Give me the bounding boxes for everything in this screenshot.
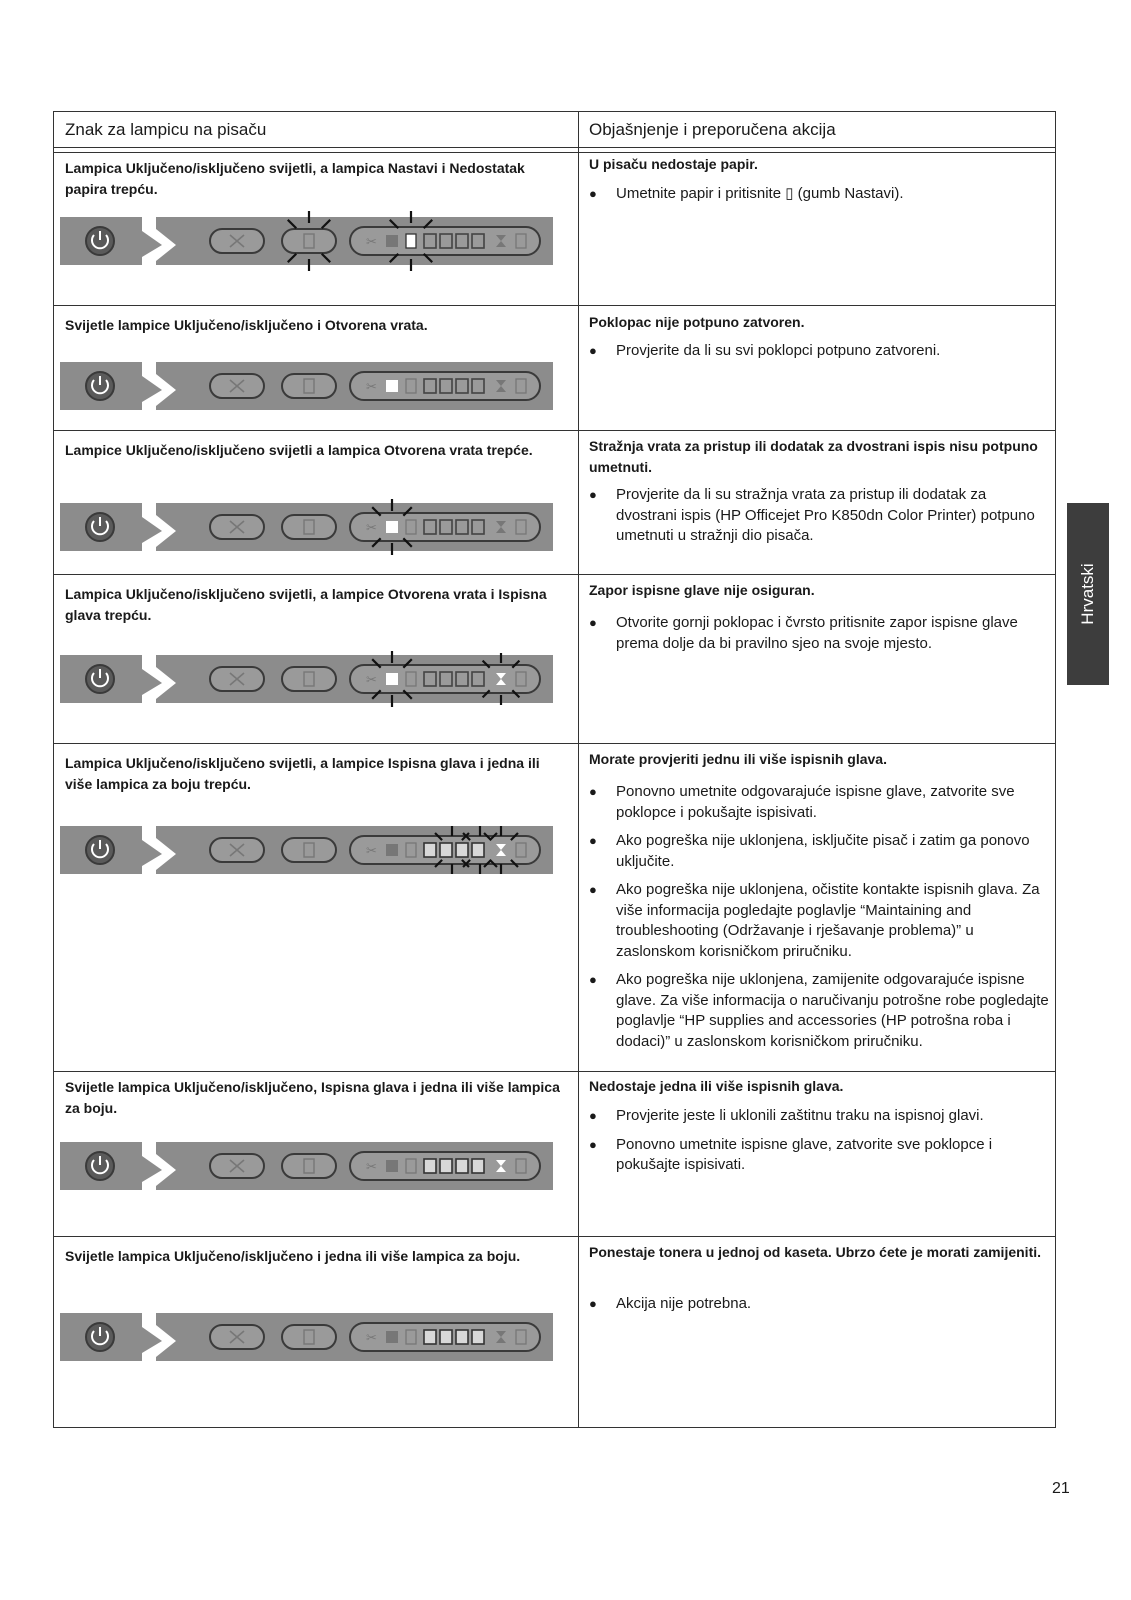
table-row (54, 575, 1055, 743)
led-status-table (53, 111, 1056, 1428)
table-row (54, 744, 1055, 1071)
cable-icon: ✂ (366, 235, 377, 250)
status-lights (350, 372, 540, 400)
list-item: ● Provjerite da li su stražnja vrata za pristup ili dodatak za dvostrani ispis (HP Officejet Pro K850dn Color Printer) potpuno umetnuti u stražnji dio pisača. (589, 485, 1049, 547)
door-icon (386, 844, 398, 856)
control-panel-figure (60, 1301, 553, 1373)
control-panel-svg (60, 643, 553, 715)
resume-icon (282, 838, 336, 862)
explanation-title: Nedostaje jedna ili više ispisnih glava. (589, 1078, 844, 1094)
list-item: ● Akcija nije potrebna. (589, 1294, 1049, 1315)
explanation-title: U pisaču nedostaje papir. (589, 156, 758, 172)
status-lights (350, 665, 540, 693)
ink-cartridge-icon (472, 1330, 484, 1344)
ink-cartridge-icon (440, 843, 452, 857)
language-tab-label: Hrvatski (1078, 563, 1097, 625)
action-list (589, 485, 1049, 555)
table-row (54, 431, 1055, 574)
list-item: ● Ako pogreška nije uklonjena, očistite kontakte ispisnih glava. Za više informacija pogledajte poglavlje “Maintaining and troubleshooting (Održavanje i rješavanje problema)” u zaslonskom korisničkom priručniku. (589, 880, 1049, 962)
ink-cartridge-icon (424, 1330, 436, 1344)
condition-text: Svijetle lampice Uključeno/isključeno i Otvorena vrata. (65, 317, 428, 333)
table-row (54, 1072, 1055, 1236)
resume-icon (282, 667, 336, 691)
table-row (54, 153, 1055, 305)
resume-icon (282, 1154, 336, 1178)
ink-cartridge-icon (472, 843, 484, 857)
cable-icon: ✂ (366, 1160, 377, 1175)
explanation-title: Morate provjeriti jednu ili više ispisnih glava. (589, 751, 887, 767)
paper-icon (406, 234, 416, 248)
condition-text: Lampica Uključeno/isključeno svijetli, a lampice Otvorena vrata i Ispisna glava trepću. (65, 586, 547, 623)
table-row (54, 1237, 1055, 1428)
header-right: Objašnjenje i preporučena akcija (589, 120, 836, 139)
ink-cartridge-icon (456, 1330, 468, 1344)
cable-icon: ✂ (366, 1331, 377, 1346)
page-number: 21 (1052, 1480, 1070, 1497)
resume-icon (282, 1325, 336, 1349)
resume-icon (282, 515, 336, 539)
control-panel-svg (60, 491, 553, 563)
explanation-title: Poklopac nije potpuno zatvoren. (589, 314, 805, 330)
list-item: ● Ponovno umetnite ispisne glave, zatvorite sve poklopce i pokušajte ispisivati. (589, 1135, 1049, 1176)
action-list (589, 184, 1049, 213)
ink-cartridge-icon (440, 1159, 452, 1173)
control-panel-svg (60, 1301, 553, 1373)
action-list (589, 782, 1049, 1060)
action-list (589, 1294, 1049, 1323)
door-icon (386, 521, 398, 533)
control-panel-figure (60, 205, 553, 277)
door-icon (386, 673, 398, 685)
control-panel-figure (60, 350, 553, 422)
resume-icon (282, 374, 336, 398)
door-icon (386, 1160, 398, 1172)
table-row (54, 306, 1055, 430)
control-panel-figure (60, 1130, 553, 1202)
condition-text: Svijetle lampica Uključeno/isključeno i jedna ili više lampica za boju. (65, 1248, 521, 1264)
control-panel-figure (60, 643, 553, 715)
explanation-title: Stražnja vrata za pristup ili dodatak za dvostrani ispis nisu potpuno umetnuti. (589, 438, 1038, 475)
ink-cartridge-icon (424, 843, 436, 857)
ink-cartridge-icon (472, 1159, 484, 1173)
control-panel-figure (60, 814, 553, 886)
list-item: ● Provjerite jeste li uklonili zaštitnu traku na ispisnoj glavi. (589, 1106, 1049, 1127)
door-icon (386, 380, 398, 392)
ink-cartridge-icon (424, 1159, 436, 1173)
list-item: ● Ako pogreška nije uklonjena, isključite pisač i zatim ga ponovo uključite. (589, 831, 1049, 872)
cable-icon: ✂ (366, 380, 377, 395)
condition-text: Lampica Uključeno/isključeno svijetli, a lampice Ispisna glava i jedna ili više lampica za boju trepću. (65, 755, 540, 792)
door-icon (386, 235, 398, 247)
action-list (589, 613, 1049, 662)
control-panel-svg (60, 205, 553, 277)
condition-text: Svijetle lampica Uključeno/isključeno, Ispisna glava i jedna ili više lampica za boju. (65, 1079, 560, 1116)
ink-cartridge-icon (456, 1159, 468, 1173)
condition-text: Lampica Uključeno/isključeno svijetli, a lampica Nastavi i Nedostatak papira trepću. (65, 160, 525, 197)
action-list (589, 1106, 1049, 1184)
control-panel-svg (60, 814, 553, 886)
cable-icon: ✂ (366, 673, 377, 688)
ink-cartridge-icon (440, 1330, 452, 1344)
language-tab (1067, 503, 1109, 685)
table-header (54, 112, 1055, 148)
list-item: ● Ako pogreška nije uklonjena, zamijenite odgovarajuće ispisne glave. Za više informacija o naručivanju potrošne robe pogledajte poglavlje “HP supplies and accessories (HP potrošna roba i dodaci)” u zaslonskom korisničkom priručniku. (589, 970, 1049, 1052)
control-panel-svg (60, 1130, 553, 1202)
resume-icon (282, 229, 336, 253)
status-lights (350, 513, 540, 541)
list-item: ● Umetnite papir i pritisnite ▯ (gumb Nastavi). (589, 184, 1049, 205)
door-icon (386, 1331, 398, 1343)
list-item: ● Otvorite gornji poklopac i čvrsto pritisnite zapor ispisne glave prema dolje da bi pravilno sjeo na svoje mjesto. (589, 613, 1049, 654)
condition-text: Lampice Uključeno/isključeno svijetli a lampica Otvorena vrata trepće. (65, 442, 533, 458)
explanation-title: Ponestaje tonera u jednoj od kaseta. Ubrzo ćete je morati zamijeniti. (589, 1244, 1042, 1260)
cable-icon: ✂ (366, 844, 377, 859)
list-item: ● Ponovno umetnite odgovarajuće ispisne glave, zatvorite sve poklopce i pokušajte ispisivati. (589, 782, 1049, 823)
header-left: Znak za lampicu na pisaču (65, 120, 267, 139)
cable-icon: ✂ (366, 521, 377, 536)
list-item: ● Provjerite da li su svi poklopci potpuno zatvoreni. (589, 341, 1049, 362)
status-lights (350, 227, 540, 255)
ink-cartridge-icon (456, 843, 468, 857)
action-list (589, 341, 1049, 370)
explanation-title: Zapor ispisne glave nije osiguran. (589, 582, 815, 598)
control-panel-svg (60, 350, 553, 422)
control-panel-figure (60, 491, 553, 563)
